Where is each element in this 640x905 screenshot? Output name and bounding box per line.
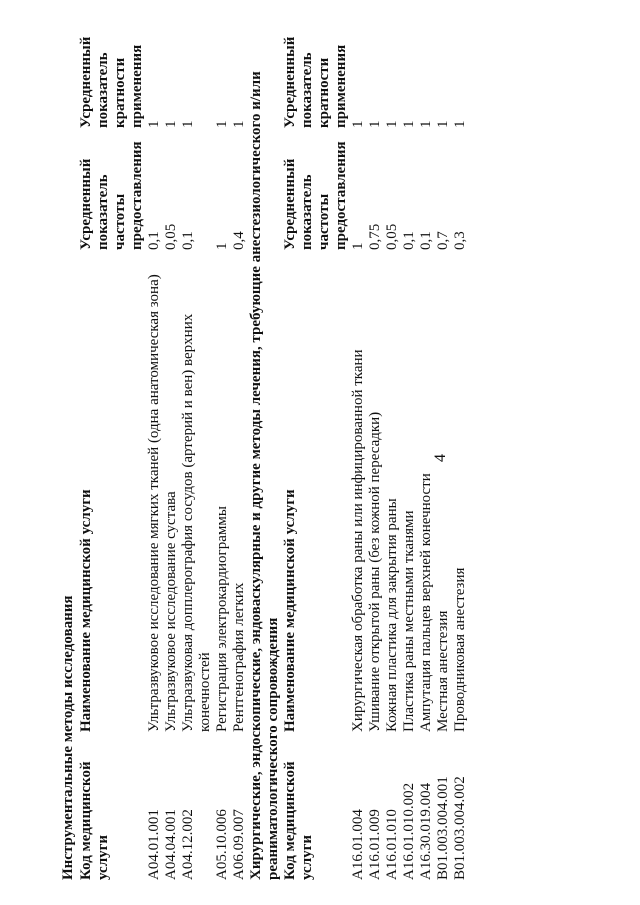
table-row	[367, 30, 384, 880]
table-row	[401, 30, 418, 880]
table-row	[231, 30, 248, 880]
frequency-value: 0,05	[384, 223, 400, 250]
table-row	[435, 30, 452, 880]
service-name: Регистрация электрокардиограммы	[214, 506, 230, 732]
service-code: A16.01.010	[384, 809, 400, 880]
table-row	[180, 30, 214, 880]
header-multiplicity: Усредненный показатель кратности применения	[78, 36, 145, 128]
frequency-value: 0,4	[231, 231, 247, 250]
multiplicity-value: 1	[146, 120, 162, 128]
multiplicity-value: 1	[350, 120, 366, 128]
service-code: A16.30.019.004	[418, 782, 434, 880]
service-code: B01.003.004.002	[452, 776, 468, 880]
service-name: Ультразвуковая допплерография сосудов (артерий и вен) верхних конечностей	[180, 313, 213, 732]
service-name: Ультразвуковое исследование мягких тканей (одна анатомическая зона)	[146, 274, 162, 732]
frequency-value: 1	[214, 242, 230, 250]
section-title-surgical: Хирургические, эндоскопические, эндоваскулярные и другие методы лечения, требующие анестезиологического и/или реаниматологического сопровождения	[248, 71, 281, 880]
header-frequency: Усредненный показатель частоты предоставления	[282, 141, 349, 250]
multiplicity-value: 1	[180, 120, 196, 128]
service-code: B01.003.004.001	[435, 776, 451, 880]
table-row	[418, 30, 435, 880]
table-row	[146, 30, 163, 880]
frequency-value: 0,3	[452, 231, 468, 250]
multiplicity-value: 1	[452, 120, 468, 128]
rotated-sheet	[60, 18, 620, 880]
multiplicity-value: 1	[163, 120, 179, 128]
frequency-value: 0,7	[435, 231, 451, 250]
frequency-value: 0,05	[163, 223, 179, 250]
table-row	[214, 30, 231, 880]
multiplicity-value: 1	[418, 120, 434, 128]
header-name: Наименование медицинской услуги	[78, 489, 94, 732]
multiplicity-value: 1	[214, 120, 230, 128]
service-code: A16.01.010.002	[401, 782, 417, 880]
header-multiplicity: Усредненный показатель кратности применения	[282, 36, 349, 128]
service-code: A04.01.001	[146, 809, 162, 880]
multiplicity-value: 1	[384, 120, 400, 128]
table-header-row	[282, 30, 350, 880]
table-row	[452, 30, 469, 880]
frequency-value: 0,1	[180, 231, 196, 250]
surgical-methods-table	[282, 30, 469, 880]
service-name: Ушивание открытой раны (без кожной пересадки)	[367, 411, 383, 732]
service-name: Ультразвуковое исследование сустава	[163, 491, 179, 732]
table-row	[384, 30, 401, 880]
service-name: Ампутация пальцев верхней конечности	[418, 473, 434, 732]
service-code: A16.01.009	[367, 809, 383, 880]
service-name: Пластика раны местными тканями	[401, 510, 417, 732]
frequency-value: 1	[350, 242, 366, 250]
page-number: 4	[432, 454, 449, 462]
service-name: Рентгенография легких	[231, 582, 247, 732]
frequency-value: 0,75	[367, 223, 383, 250]
multiplicity-value: 1	[231, 120, 247, 128]
multiplicity-value: 1	[401, 120, 417, 128]
service-name: Кожная пластика для закрытия раны	[384, 498, 400, 732]
table-row	[163, 30, 180, 880]
header-code: Код медицинской услуги	[282, 761, 315, 880]
header-frequency: Усредненный показатель частоты предоставления	[78, 141, 145, 250]
frequency-value: 0,1	[401, 231, 417, 250]
header-code: Код медицинской услуги	[78, 761, 111, 880]
multiplicity-value: 1	[367, 120, 383, 128]
service-code: A16.01.004	[350, 809, 366, 880]
service-name: Проводниковая анестезия	[452, 567, 468, 732]
service-code: A05.10.006	[214, 809, 230, 880]
service-code: A04.04.001	[163, 809, 179, 880]
table-row	[350, 30, 367, 880]
frequency-value: 0,1	[418, 231, 434, 250]
service-name: Хирургическая обработка раны или инфицированной ткани	[350, 349, 366, 732]
service-code: A06.09.007	[231, 809, 247, 880]
header-name: Наименование медицинской услуги	[282, 489, 298, 732]
service-name: Местная анестезия	[435, 610, 451, 732]
section-title-instrumental: Инструментальные методы исследования	[60, 595, 76, 880]
frequency-value: 0,1	[146, 231, 162, 250]
service-code: A04.12.002	[180, 809, 196, 880]
instrumental-methods-table	[78, 30, 248, 880]
table-header-row	[78, 30, 146, 880]
multiplicity-value: 1	[435, 120, 451, 128]
